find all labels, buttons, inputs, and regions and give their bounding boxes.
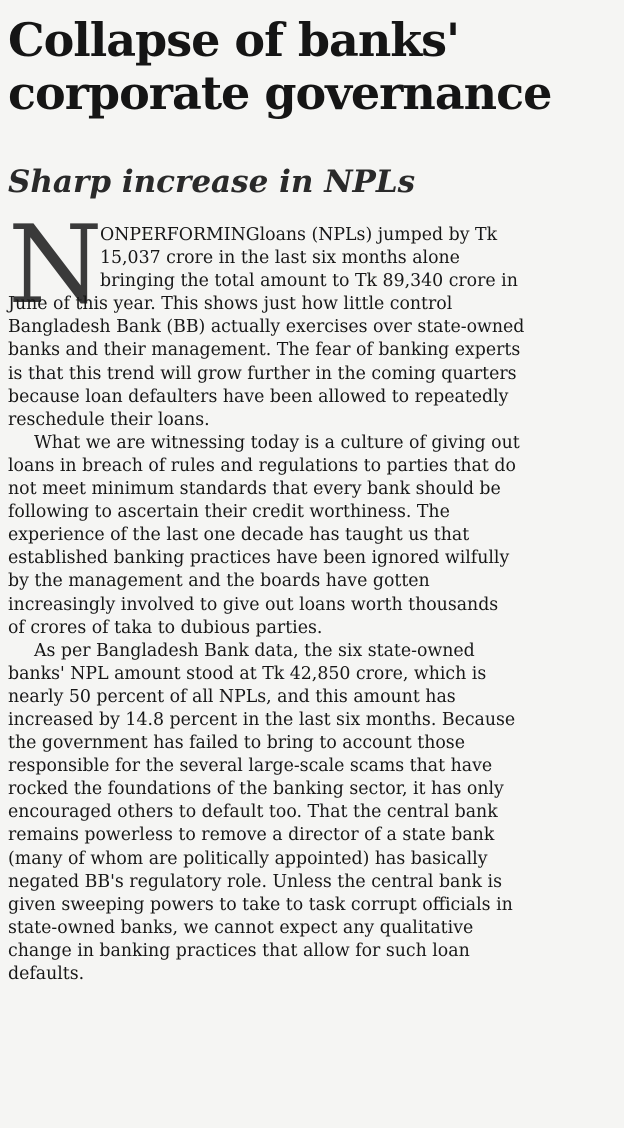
body-line	[8, 894, 618, 917]
body-line	[8, 824, 618, 847]
headline-line: Collapse of banks'	[8, 13, 460, 67]
body-line	[8, 570, 618, 593]
headline	[8, 14, 614, 120]
body-line-text: following to ascertain their credit worthiness. The	[8, 502, 450, 523]
body-line-text: not meet minimum standards that every bank should be	[8, 479, 501, 500]
body-line	[8, 963, 618, 986]
body-line-text: loans in breach of rules and regulations to parties that do	[8, 455, 516, 476]
body-line-text: reschedule their loans.	[8, 409, 210, 430]
headline-line: corporate governance	[8, 66, 552, 120]
body-line	[8, 594, 618, 617]
body-line	[8, 224, 618, 247]
article-body	[8, 224, 618, 986]
body-line-text: the government has failed to bring to account those	[8, 733, 465, 754]
body-line-text: by the management and the boards have gotten	[8, 571, 430, 592]
body-line-text: June of this year. This shows just how little control	[8, 294, 453, 315]
body-line	[8, 524, 618, 547]
body-line	[8, 293, 618, 316]
body-line-text: banks' NPL amount stood at Tk 42,850 crore, which is	[8, 663, 487, 684]
body-line-text: What we are witnessing today is a culture of giving out	[34, 432, 520, 453]
body-line-text: Bangladesh Bank (BB) actually exercises over state-owned	[8, 317, 525, 338]
body-line	[8, 501, 618, 524]
body-line	[8, 547, 618, 570]
body-line-text: (many of whom are politically appointed) has basically	[8, 848, 488, 869]
body-line	[8, 917, 618, 940]
body-line-text: increasingly involved to give out loans worth thousands	[8, 594, 499, 615]
drop-cap: N	[8, 203, 103, 328]
body-line	[8, 940, 618, 963]
body-line-text: nearly 50 percent of all NPLs, and this amount has	[8, 686, 456, 707]
body-line	[8, 801, 618, 824]
body-line-text: defaults.	[8, 964, 85, 984]
body-line	[8, 363, 618, 386]
body-line	[8, 409, 618, 432]
body-line-text: banks and their management. The fear of banking experts	[8, 340, 521, 361]
body-line	[8, 709, 618, 732]
body-line-text: loans (NPLs) jumped by Tk	[259, 225, 498, 245]
body-line-text: responsible for the several large-scale scams that have	[8, 756, 493, 777]
strapline: Sharp increase in NPLs	[8, 164, 416, 200]
body-line	[8, 686, 618, 709]
body-line	[8, 270, 618, 293]
body-line	[8, 432, 618, 455]
body-line-text: remains powerless to remove a director of a state bank	[8, 825, 495, 846]
body-line	[8, 316, 618, 339]
body-line	[8, 617, 618, 640]
body-line	[8, 455, 618, 478]
body-line-text: established banking practices have been ignored wilfully	[8, 548, 510, 569]
body-line-text: 15,037 crore in the last six months alone	[100, 248, 460, 269]
body-line	[8, 871, 618, 894]
body-line	[8, 663, 618, 686]
body-line-text: encouraged others to default too. That the central bank	[8, 802, 498, 823]
body-line	[8, 339, 618, 362]
body-line-text: As per Bangladesh Bank data, the six state-owned	[34, 640, 475, 661]
body-line-text: ONPERFORMING	[100, 225, 260, 245]
body-line	[8, 755, 618, 778]
body-line-text: negated BB's regulatory role. Unless the central bank is	[8, 871, 502, 892]
body-line	[8, 386, 618, 409]
body-line-text: is that this trend will grow further in the coming quarters	[8, 363, 517, 384]
body-line	[8, 778, 618, 801]
body-line-text: experience of the last one decade has taught us that	[8, 525, 470, 546]
body-line	[8, 732, 618, 755]
body-line	[8, 640, 618, 663]
body-line	[8, 247, 618, 270]
body-line-text: because loan defaulters have been allowed to repeatedly	[8, 386, 509, 407]
body-line-text: of crores of taka to dubious parties.	[8, 617, 323, 638]
body-line-text: change in banking practices that allow for such loan	[8, 940, 470, 961]
body-line	[8, 478, 618, 501]
body-line-text: bringing the total amount to Tk 89,340 crore in	[100, 271, 518, 292]
body-line-text: increased by 14.8 percent in the last six months. Because	[8, 709, 516, 730]
body-line	[8, 848, 618, 871]
body-line-text: state-owned banks, we cannot expect any qualitative	[8, 917, 474, 938]
body-line-text: given sweeping powers to take to task corrupt officials in	[8, 894, 513, 915]
body-line-text: rocked the foundations of the banking sector, it has only	[8, 779, 504, 800]
